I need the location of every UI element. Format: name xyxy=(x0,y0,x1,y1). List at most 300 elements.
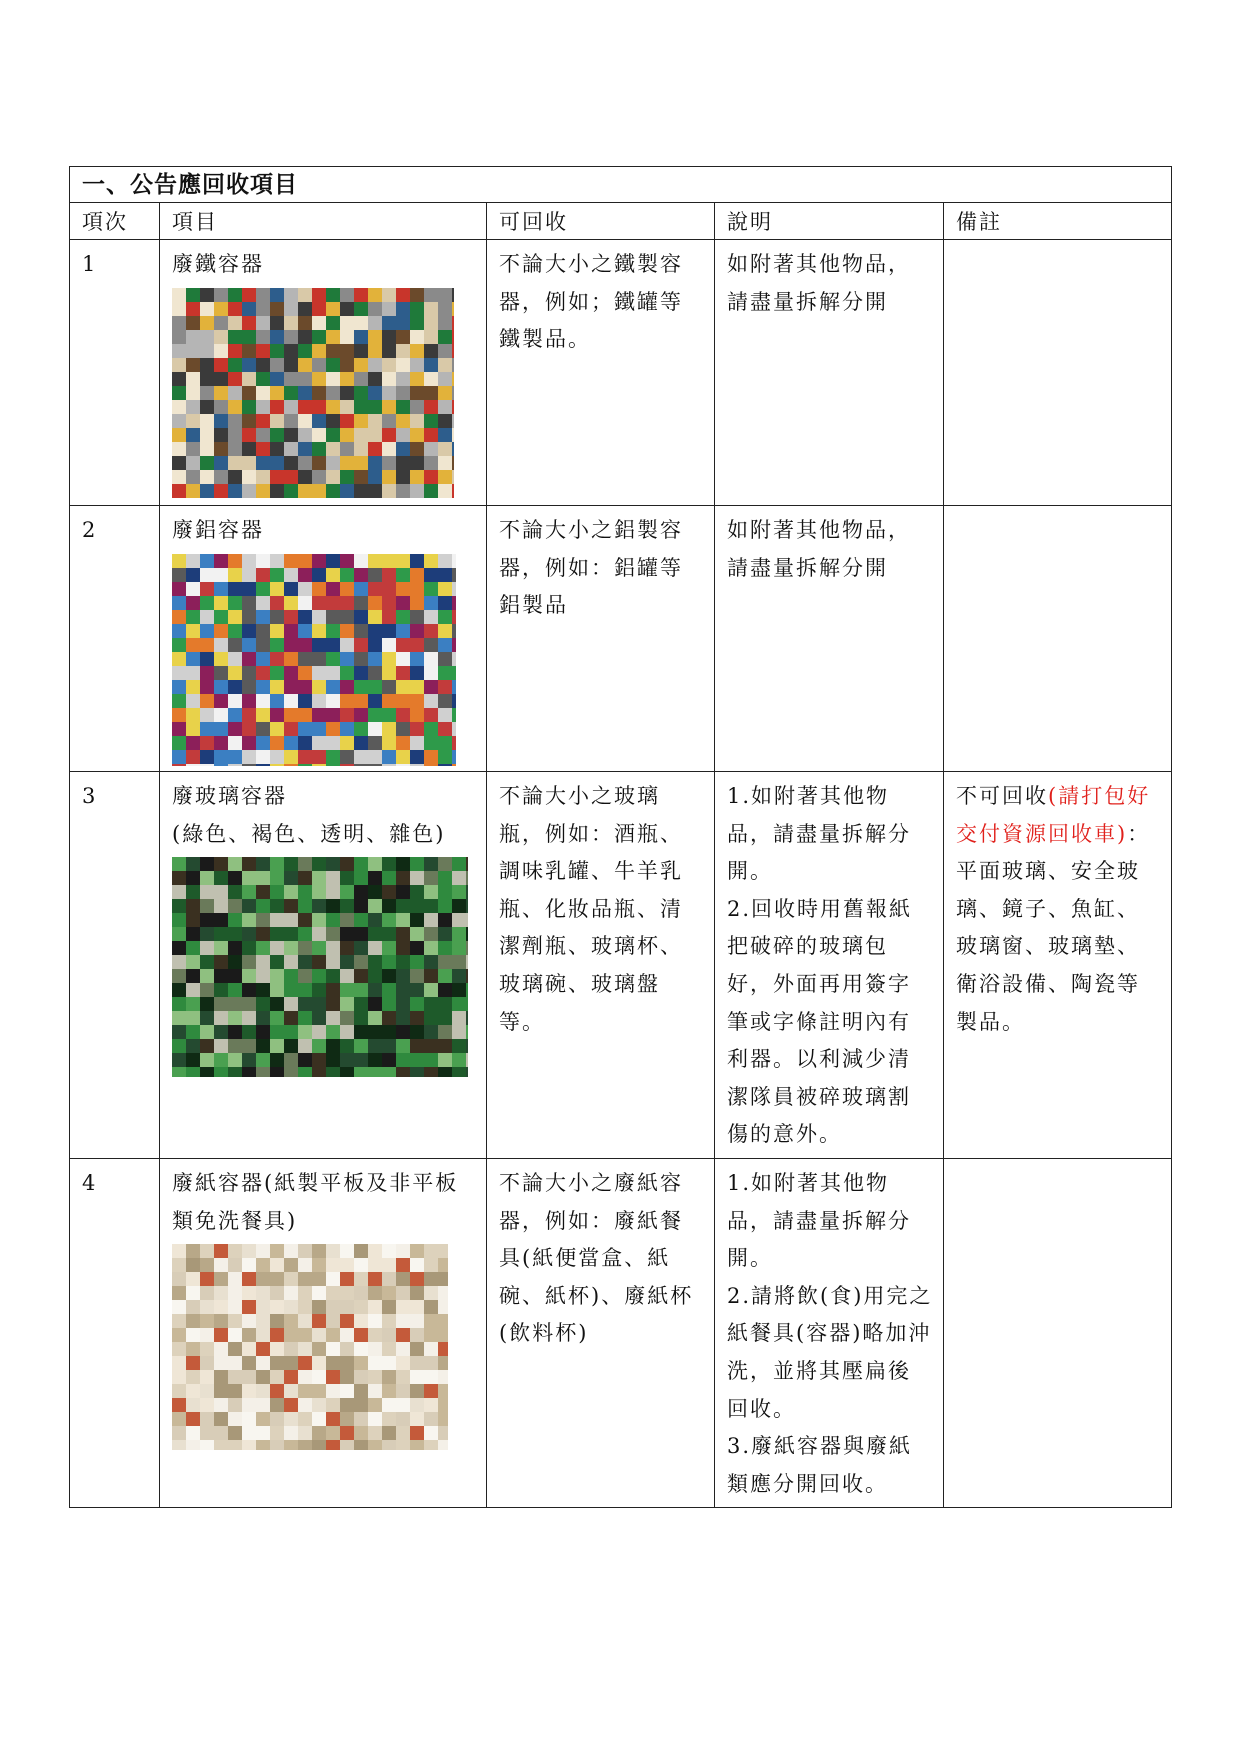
photo-pixel xyxy=(186,1370,200,1384)
photo-pixel xyxy=(242,1067,256,1077)
photo-pixel xyxy=(424,969,438,983)
photo-pixel xyxy=(186,666,200,680)
photo-pixel xyxy=(452,428,454,442)
photo-pixel xyxy=(228,1426,242,1440)
photo-pixel xyxy=(186,1025,200,1039)
photo-pixel xyxy=(172,1426,186,1440)
photo-pixel xyxy=(424,1067,438,1077)
photo-pixel xyxy=(242,1384,256,1398)
photo-pixel xyxy=(410,1011,424,1025)
photo-pixel xyxy=(298,722,312,736)
photo-pixel xyxy=(186,750,200,764)
photo-pixel xyxy=(340,638,354,652)
photo-pixel xyxy=(186,997,200,1011)
photo-pixel xyxy=(312,414,326,428)
photo-pixel xyxy=(326,1384,340,1398)
photo-pixel xyxy=(312,1356,326,1370)
photo-pixel xyxy=(228,997,242,1011)
photo-pixel xyxy=(270,470,284,484)
photo-pixel xyxy=(284,428,298,442)
photo-pixel xyxy=(172,722,186,736)
photo-pixel xyxy=(424,414,438,428)
photo-pixel xyxy=(424,764,438,766)
photo-pixel xyxy=(340,1300,354,1314)
photo-pixel xyxy=(270,955,284,969)
photo-pixel xyxy=(368,899,382,913)
photo-pixel xyxy=(424,638,438,652)
table-row xyxy=(70,240,1172,506)
photo-pixel xyxy=(396,652,410,666)
photo-pixel xyxy=(298,871,312,885)
photo-pixel xyxy=(172,372,186,386)
photo-pixel xyxy=(438,955,452,969)
photo-pixel xyxy=(172,736,186,750)
photo-pixel xyxy=(368,764,382,766)
photo-pixel xyxy=(466,885,468,899)
photo-pixel xyxy=(410,899,424,913)
photo-pixel xyxy=(284,899,298,913)
photo-pixel xyxy=(214,1286,228,1300)
photo-pixel xyxy=(298,470,312,484)
photo-pixel xyxy=(424,1398,438,1412)
photo-pixel xyxy=(326,568,340,582)
photo-pixel xyxy=(256,997,270,1011)
photo-pixel xyxy=(410,1412,424,1426)
photo-pixel xyxy=(214,680,228,694)
photo-pixel xyxy=(200,1025,214,1039)
photo-pixel xyxy=(172,1272,186,1286)
photo-pixel xyxy=(312,722,326,736)
photo-pixel xyxy=(452,582,456,596)
photo-pixel xyxy=(354,1286,368,1300)
photo-pixel xyxy=(354,428,368,442)
photo-pixel xyxy=(256,554,270,568)
photo-pixel xyxy=(312,857,326,871)
photo-pixel xyxy=(438,666,452,680)
photo-pixel xyxy=(172,997,186,1011)
photo-pixel xyxy=(410,344,424,358)
photo-pixel xyxy=(312,568,326,582)
photo-pixel xyxy=(298,750,312,764)
photo-pixel xyxy=(256,708,270,722)
photo-pixel xyxy=(270,1258,284,1272)
photo-pixel xyxy=(186,358,200,372)
photo-pixel xyxy=(200,386,214,400)
photo-pixel xyxy=(340,582,354,596)
photo-pixel xyxy=(312,596,326,610)
photo-pixel xyxy=(410,666,424,680)
photo-pixel xyxy=(326,1314,340,1328)
photo-pixel xyxy=(298,997,312,1011)
photo-pixel xyxy=(396,386,410,400)
photo-pixel xyxy=(452,997,466,1011)
photo-pixel xyxy=(214,913,228,927)
photo-pixel xyxy=(340,899,354,913)
photo-pixel xyxy=(340,1258,354,1272)
photo-pixel xyxy=(424,857,438,871)
photo-pixel xyxy=(200,694,214,708)
photo-pixel xyxy=(424,400,438,414)
photo-pixel xyxy=(284,722,298,736)
photo-pixel xyxy=(172,1039,186,1053)
photo-pixel xyxy=(270,1011,284,1025)
photo-pixel xyxy=(242,1342,256,1356)
photo-pixel xyxy=(438,1440,448,1450)
photo-pixel xyxy=(452,288,454,302)
description-line: 3.廢紙容器與廢紙類應分開回收。 xyxy=(727,1434,913,1496)
photo-pixel xyxy=(228,330,242,344)
photo-pixel xyxy=(396,288,410,302)
photo-pixel xyxy=(172,344,186,358)
photo-pixel xyxy=(368,344,382,358)
photo-pixel xyxy=(382,1258,396,1272)
photo-pixel xyxy=(368,1039,382,1053)
photo-pixel xyxy=(340,1286,354,1300)
description-cell xyxy=(715,506,944,772)
photo-pixel xyxy=(172,316,186,330)
photo-pixel xyxy=(438,1398,448,1412)
photo-pixel xyxy=(228,1314,242,1328)
photo-pixel xyxy=(256,1398,270,1412)
photo-pixel xyxy=(438,330,452,344)
photo-pixel xyxy=(326,456,340,470)
recyclable-cell: 不論大小之鋁製容器，例如：鋁罐等鋁製品 xyxy=(487,506,715,772)
photo-pixel xyxy=(284,969,298,983)
photo-pixel xyxy=(172,1244,186,1258)
photo-pixel xyxy=(172,330,186,344)
photo-pixel xyxy=(270,1314,284,1328)
photo-pixel xyxy=(200,1272,214,1286)
photo-pixel xyxy=(438,1286,448,1300)
photo-pixel xyxy=(452,913,466,927)
photo-pixel xyxy=(354,400,368,414)
photo-pixel xyxy=(214,302,228,316)
photo-pixel xyxy=(172,386,186,400)
photo-pixel xyxy=(326,722,340,736)
photo-pixel xyxy=(452,414,454,428)
photo-pixel xyxy=(396,666,410,680)
photo-pixel xyxy=(214,857,228,871)
photo-pixel xyxy=(354,1011,368,1025)
photo-pixel xyxy=(284,1356,298,1370)
photo-pixel xyxy=(270,554,284,568)
photo-pixel xyxy=(298,596,312,610)
photo-pixel xyxy=(228,913,242,927)
photo-pixel xyxy=(214,330,228,344)
photo-pixel xyxy=(382,941,396,955)
photo-pixel xyxy=(326,1011,340,1025)
photo-pixel xyxy=(172,708,186,722)
photo-pixel xyxy=(424,330,438,344)
photo-pixel xyxy=(382,302,396,316)
photo-pixel xyxy=(312,680,326,694)
photo-pixel xyxy=(368,1398,382,1412)
photo-pixel xyxy=(410,1398,424,1412)
photo-pixel xyxy=(340,624,354,638)
photo-pixel xyxy=(326,344,340,358)
photo-pixel xyxy=(270,428,284,442)
photo-pixel xyxy=(326,582,340,596)
photo-pixel xyxy=(256,582,270,596)
photo-pixel xyxy=(410,1342,424,1356)
photo-pixel xyxy=(256,1300,270,1314)
photo-pixel xyxy=(228,1384,242,1398)
photo-pixel xyxy=(396,722,410,736)
photo-pixel xyxy=(298,1258,312,1272)
photo-pixel xyxy=(312,1426,326,1440)
photo-pixel xyxy=(410,652,424,666)
photo-pixel xyxy=(396,344,410,358)
photo-pixel xyxy=(438,1039,452,1053)
photo-pixel xyxy=(354,1272,368,1286)
photo-pixel xyxy=(466,955,468,969)
photo-pixel xyxy=(340,913,354,927)
photo-pixel xyxy=(368,316,382,330)
photo-pixel xyxy=(228,722,242,736)
photo-pixel xyxy=(326,1053,340,1067)
photo-pixel xyxy=(382,484,396,498)
photo-pixel xyxy=(340,1426,354,1440)
photo-pixel xyxy=(298,708,312,722)
photo-pixel xyxy=(200,442,214,456)
photo-pixel xyxy=(354,372,368,386)
photo-pixel xyxy=(284,372,298,386)
photo-pixel xyxy=(298,694,312,708)
photo-pixel xyxy=(396,624,410,638)
photo-pixel xyxy=(172,414,186,428)
photo-pixel xyxy=(214,750,228,764)
photo-pixel xyxy=(256,1328,270,1342)
photo-pixel xyxy=(424,913,438,927)
photo-pixel xyxy=(452,358,454,372)
photo-pixel xyxy=(186,1314,200,1328)
photo-pixel xyxy=(298,386,312,400)
photo-pixel xyxy=(256,1370,270,1384)
photo-pixel xyxy=(312,372,326,386)
photo-pixel xyxy=(396,1258,410,1272)
photo-pixel xyxy=(466,1067,468,1077)
photo-pixel xyxy=(242,941,256,955)
photo-pixel xyxy=(242,344,256,358)
photo-pixel xyxy=(396,1039,410,1053)
photo-pixel xyxy=(410,1053,424,1067)
photo-pixel xyxy=(438,722,452,736)
recyclable-cell: 不論大小之鐵製容器，例如；鐵罐等鐵製品。 xyxy=(487,240,715,506)
photo-pixel xyxy=(270,1356,284,1370)
photo-pixel xyxy=(200,456,214,470)
photo-pixel xyxy=(284,442,298,456)
photo-pixel xyxy=(312,1011,326,1025)
photo-pixel xyxy=(410,983,424,997)
photo-pixel xyxy=(256,1356,270,1370)
photo-pixel xyxy=(214,708,228,722)
photo-pixel xyxy=(242,414,256,428)
photo-pixel xyxy=(438,386,452,400)
photo-pixel xyxy=(186,456,200,470)
photo-pixel xyxy=(172,1356,186,1370)
photo-pixel xyxy=(382,428,396,442)
photo-pixel xyxy=(214,885,228,899)
photo-pixel xyxy=(200,316,214,330)
photo-pixel xyxy=(354,764,368,766)
photo-pixel xyxy=(438,442,452,456)
photo-pixel xyxy=(214,554,228,568)
photo-pixel xyxy=(382,1067,396,1077)
photo-pixel xyxy=(214,899,228,913)
photo-pixel xyxy=(340,1342,354,1356)
photo-pixel xyxy=(354,442,368,456)
remarks-items: ：平面玻璃、安全玻璃、鏡子、魚缸、玻璃窗、玻璃墊、衛浴設備、陶瓷等製品。 xyxy=(956,821,1151,1034)
remarks-red-note: (請打包好交付資源回收車) xyxy=(956,784,1151,846)
photo-pixel xyxy=(256,1412,270,1426)
photo-pixel xyxy=(452,400,454,414)
photo-pixel xyxy=(340,969,354,983)
photo-pixel xyxy=(186,969,200,983)
photo-pixel xyxy=(438,652,452,666)
photo-pixel xyxy=(256,885,270,899)
photo-pixel xyxy=(424,941,438,955)
photo-pixel xyxy=(368,610,382,624)
photo-pixel xyxy=(312,955,326,969)
photo-pixel xyxy=(326,1370,340,1384)
photo-pixel xyxy=(354,1370,368,1384)
photo-pixel xyxy=(424,652,438,666)
photo-pixel xyxy=(242,1300,256,1314)
photo-pixel xyxy=(382,1039,396,1053)
photo-pixel xyxy=(270,941,284,955)
photo-pixel xyxy=(438,680,452,694)
photo-pixel xyxy=(270,899,284,913)
photo-pixel xyxy=(228,1440,242,1450)
photo-pixel xyxy=(214,997,228,1011)
photo-pixel xyxy=(214,316,228,330)
photo-pixel xyxy=(340,470,354,484)
photo-pixel xyxy=(298,927,312,941)
photo-pixel xyxy=(242,1370,256,1384)
photo-pixel xyxy=(298,857,312,871)
photo-pixel xyxy=(312,582,326,596)
photo-pixel xyxy=(298,899,312,913)
header-recyclable: 可回收 xyxy=(487,203,715,240)
photo-pixel xyxy=(200,1258,214,1272)
photo-pixel xyxy=(242,708,256,722)
photo-pixel xyxy=(396,484,410,498)
photo-pixel xyxy=(214,1258,228,1272)
photo-pixel xyxy=(326,955,340,969)
photo-pixel xyxy=(242,1412,256,1426)
photo-pixel xyxy=(284,871,298,885)
photo-pixel xyxy=(186,885,200,899)
photo-pixel xyxy=(242,456,256,470)
photo-pixel xyxy=(354,1356,368,1370)
photo-pixel xyxy=(382,708,396,722)
photo-pixel xyxy=(214,456,228,470)
photo-pixel xyxy=(298,302,312,316)
photo-pixel xyxy=(354,997,368,1011)
photo-pixel xyxy=(452,456,454,470)
photo-pixel xyxy=(214,1384,228,1398)
photo-pixel xyxy=(186,1244,200,1258)
photo-pixel xyxy=(354,857,368,871)
photo-pixel xyxy=(410,1272,424,1286)
photo-pixel xyxy=(200,764,214,766)
photo-pixel xyxy=(200,358,214,372)
photo-pixel xyxy=(368,1356,382,1370)
photo-pixel xyxy=(396,1440,410,1450)
photo-pixel xyxy=(368,857,382,871)
photo-pixel xyxy=(452,1039,466,1053)
photo-pixel xyxy=(186,1053,200,1067)
photo-pixel xyxy=(368,680,382,694)
photo-pixel xyxy=(452,736,456,750)
photo-pixel xyxy=(228,983,242,997)
photo-pixel xyxy=(284,997,298,1011)
photo-pixel xyxy=(396,1067,410,1077)
photo-pixel xyxy=(312,764,326,766)
photo-pixel xyxy=(256,596,270,610)
photo-pixel xyxy=(368,1258,382,1272)
photo-pixel xyxy=(298,1398,312,1412)
photo-pixel xyxy=(396,1342,410,1356)
description-line: 1.如附著其他物品，請盡量拆解分開。 xyxy=(727,1170,911,1271)
photo-pixel xyxy=(228,372,242,386)
photo-pixel xyxy=(312,400,326,414)
photo-pixel xyxy=(298,1384,312,1398)
photo-pixel xyxy=(284,1039,298,1053)
photo-pixel xyxy=(396,470,410,484)
photo-pixel xyxy=(354,750,368,764)
photo-pixel xyxy=(228,456,242,470)
row-number: 1 xyxy=(70,240,160,506)
photo-pixel xyxy=(452,1053,466,1067)
photo-pixel xyxy=(284,470,298,484)
photo-pixel xyxy=(438,428,452,442)
section-title-row xyxy=(70,167,1172,203)
photo-pixel xyxy=(340,885,354,899)
photo-pixel xyxy=(340,983,354,997)
photo-pixel xyxy=(270,624,284,638)
photo-pixel xyxy=(186,1356,200,1370)
photo-pixel xyxy=(424,1328,438,1342)
photo-pixel xyxy=(312,624,326,638)
photo-pixel xyxy=(270,442,284,456)
photo-pixel xyxy=(326,386,340,400)
photo-pixel xyxy=(410,927,424,941)
photo-pixel xyxy=(298,1053,312,1067)
photo-pixel xyxy=(284,400,298,414)
photo-pixel xyxy=(438,1314,448,1328)
photo-pixel xyxy=(186,983,200,997)
photo-pixel xyxy=(200,722,214,736)
photo-pixel xyxy=(256,358,270,372)
photo-pixel xyxy=(214,1426,228,1440)
photo-pixel xyxy=(340,1314,354,1328)
photo-pixel xyxy=(298,1426,312,1440)
photo-pixel xyxy=(214,722,228,736)
photo-pixel xyxy=(354,484,368,498)
photo-pixel xyxy=(228,554,242,568)
photo-pixel xyxy=(396,1412,410,1426)
photo-pixel xyxy=(312,1370,326,1384)
photo-pixel xyxy=(382,1011,396,1025)
photo-pixel xyxy=(242,1025,256,1039)
photo-pixel xyxy=(284,1258,298,1272)
photo-pixel xyxy=(382,1272,396,1286)
photo-pixel xyxy=(396,1370,410,1384)
description-line: 1.如附著其他物品，請盡量拆解分開。 xyxy=(727,784,911,884)
photo-pixel xyxy=(172,596,186,610)
photo-pixel xyxy=(214,652,228,666)
